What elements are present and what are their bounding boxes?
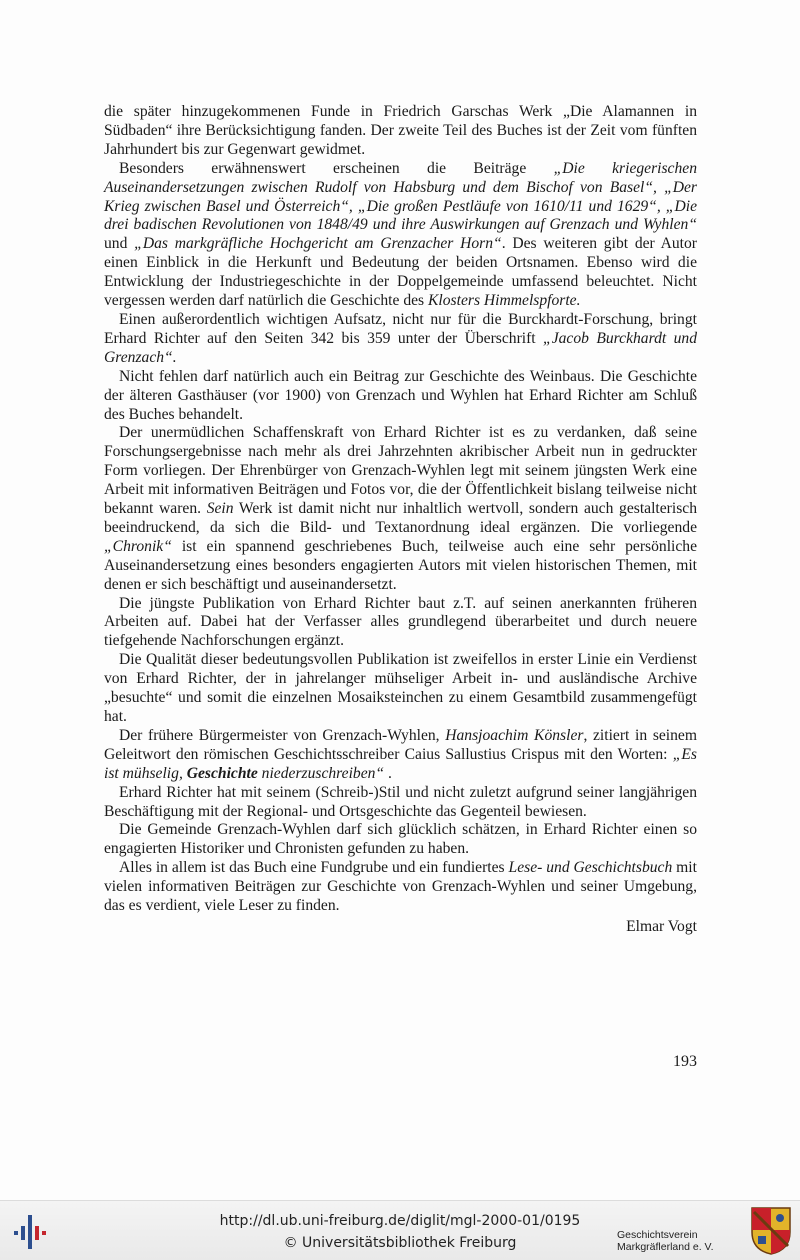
text-run: Einen außerordentlich wichtigen Aufsatz, nicht nur für die Burckhardt-Forschung, bringt Erhard Richter auf den Seiten 342 bis 359 unter der Überschrift: [104, 310, 697, 347]
text-run: Die Qualität dieser bedeutungsvollen Publikation ist zweifellos in erster Linie ein Verdienst von Erhard Richter, der in jahrelanger mühseliger Arbeit in- und ausländische Archive „besuchte“ und somit die einzelnen Mosaiksteinchen zu einem Gesamtbild zusammengefügt hat.: [104, 651, 697, 725]
footer-bar: [0, 1200, 800, 1260]
text-run: und: [104, 235, 135, 253]
article-body: [104, 103, 697, 937]
text-run: Der frühere Bürgermeister von Grenzach-Wyhlen,: [119, 726, 446, 744]
source-url-link[interactable]: http://dl.ub.uni-freiburg.de/diglit/mgl-2000-01/0195: [219, 1213, 581, 1229]
paragraph: [104, 160, 697, 311]
text-run: Der unermüdlichen Schaffenskraft von Erhard Richter ist es zu verdanken, daß seine Forschungsergebnisse nach mehr als drei Jahrzehnten akribischer Arbeit nun in gedruckter Form vorliegen. Der Ehrenbürger von Grenzach-Wyhlen legt mit seinem jüngsten Werk eine Arbeit mit informativen Beiträgen und Fotos vor, die der Öffentlichkeit bislang teilweise nicht bekannt waren.: [104, 424, 697, 518]
text-run: Geschichte: [186, 764, 258, 782]
paragraph: [104, 651, 697, 727]
markgraeflerland-crest-icon: [750, 1206, 792, 1256]
society-name-line2: Markgräflerland e. V.: [617, 1241, 714, 1253]
society-name: [617, 1229, 747, 1253]
paragraph-container: [104, 103, 697, 916]
text-run: , zitiert in seinem Geleitwort den römischen Geschichtsschreiber Caius Sallustius Crispus mit den Worten:: [104, 726, 697, 763]
text-run: Klosters Himmelspforte.: [428, 292, 581, 310]
text-run: mit vielen informativen Beiträgen zur Geschichte von Grenzach-Wyhlen und seiner Umgebung, das es verdient, viele Leser zu finden.: [104, 859, 697, 915]
text-run: „Das markgräfliche Hochgericht am Grenzacher Horn“: [134, 235, 502, 253]
paragraph: [104, 784, 697, 822]
text-run: .: [384, 764, 392, 782]
text-run: Hansjoachim Könsler: [445, 726, 584, 744]
text-run: Alles in allem ist das Buch eine Fundgrube und ein fundiertes: [119, 859, 509, 877]
text-run: „Die kriegerischen Auseinandersetzungen zwischen Rudolf von Habsburg und dem Bischof von Basel“, „Der Krieg zwischen Basel und Österreich“, „Die großen Pestläufe von 1610/11 und 1629“, „Die drei badischen Revolutionen von 1848/49 und ihre Auswirkungen auf Grenzach und Wyhlen“: [104, 159, 697, 234]
text-run: Die Gemeinde Grenzach-Wyhlen darf sich glücklich schätzen, in Erhard Richter einen so engagierten Historiker und Chronisten gefunden zu haben.: [104, 821, 697, 858]
paragraph: [104, 821, 697, 859]
author-signature: Elmar Vogt: [626, 917, 697, 935]
text-run: Lese- und Geschichtsbuch: [508, 859, 673, 877]
ub-freiburg-logo-icon: [10, 1209, 50, 1253]
society-name-line1: Geschichtsverein: [617, 1229, 698, 1241]
text-run: Erhard Richter hat mit seinem (Schreib-)Stil und nicht zuletzt aufgrund seiner langjährigen Beschäftigung mit der Regional- und Ortsgeschichte das Gegenteil bewiesen.: [104, 783, 697, 820]
text-run: „Es ist mühselig,: [104, 745, 697, 782]
text-run: Sein: [206, 500, 234, 518]
copyright-notice: © Universitätsbibliothek Freiburg: [283, 1235, 517, 1251]
text-run: Nicht fehlen darf natürlich auch ein Beitrag zur Geschichte des Weinbaus. Die Geschichte der älteren Gasthäuser (vor 1900) von Grenzach und Wyhlen hat Erhard Richter am Schluß des Buches behandelt.: [104, 367, 697, 423]
paragraph: [104, 727, 697, 784]
paragraph: [104, 424, 697, 594]
text-run: ist ein spannend geschriebenes Buch, teilweise auch eine sehr persönliche Auseinandersetzung eines besonders engagierten Autors mit vielen historischen Themen, mit denen er sich beschäftigt und auseinandersetzt.: [104, 537, 697, 593]
text-run: niederzuschreiben“: [257, 764, 385, 782]
paragraph: [104, 595, 697, 652]
text-run: „Chronik“: [104, 537, 172, 555]
page-number: 193: [673, 1053, 697, 1070]
text-run: Besonders erwähnenswert erscheinen die Beiträge: [119, 159, 554, 177]
text-run: . Des weiteren gibt der Autor einen Einblick in die Herkunft und Bedeutung der beiden Ortsnamen. Ebenso wird die Entwicklung der Industriegeschichte in der Doppelgemeinde umfassend beleuchtet. Nicht vergessen werden darf natürlich die Geschichte des: [104, 235, 698, 310]
text-run: Die jüngste Publikation von Erhard Richter baut z.T. auf seinen anerkannten früheren Arbeiten auf. Dabei hat der Verfasser alles grundlegend überarbeitet und durch neuere tiefgehende Nachforschungen ergänzt.: [104, 594, 697, 650]
text-run: die später hinzugekommenen Funde in Friedrich Garschas Werk „Die Alamannen in Südbaden“ ihre Berücksichtigung fanden. Der zweite Teil des Buches ist der Zeit vom fünften Jahrhundert bis zur Gegenwart gewidmet.: [104, 103, 697, 158]
text-run: „Jacob Burckhardt und Grenzach“.: [104, 329, 697, 366]
paragraph: [104, 859, 697, 916]
paragraph: [104, 311, 697, 368]
text-run: Werk ist damit nicht nur inhaltlich wertvoll, sondern auch gestalterisch beeindruckend, da sich die Bild- und Textanordnung ideal ergänzen. Die vorliegende: [104, 500, 697, 536]
paragraph: [104, 368, 697, 425]
paragraph: [104, 103, 697, 160]
